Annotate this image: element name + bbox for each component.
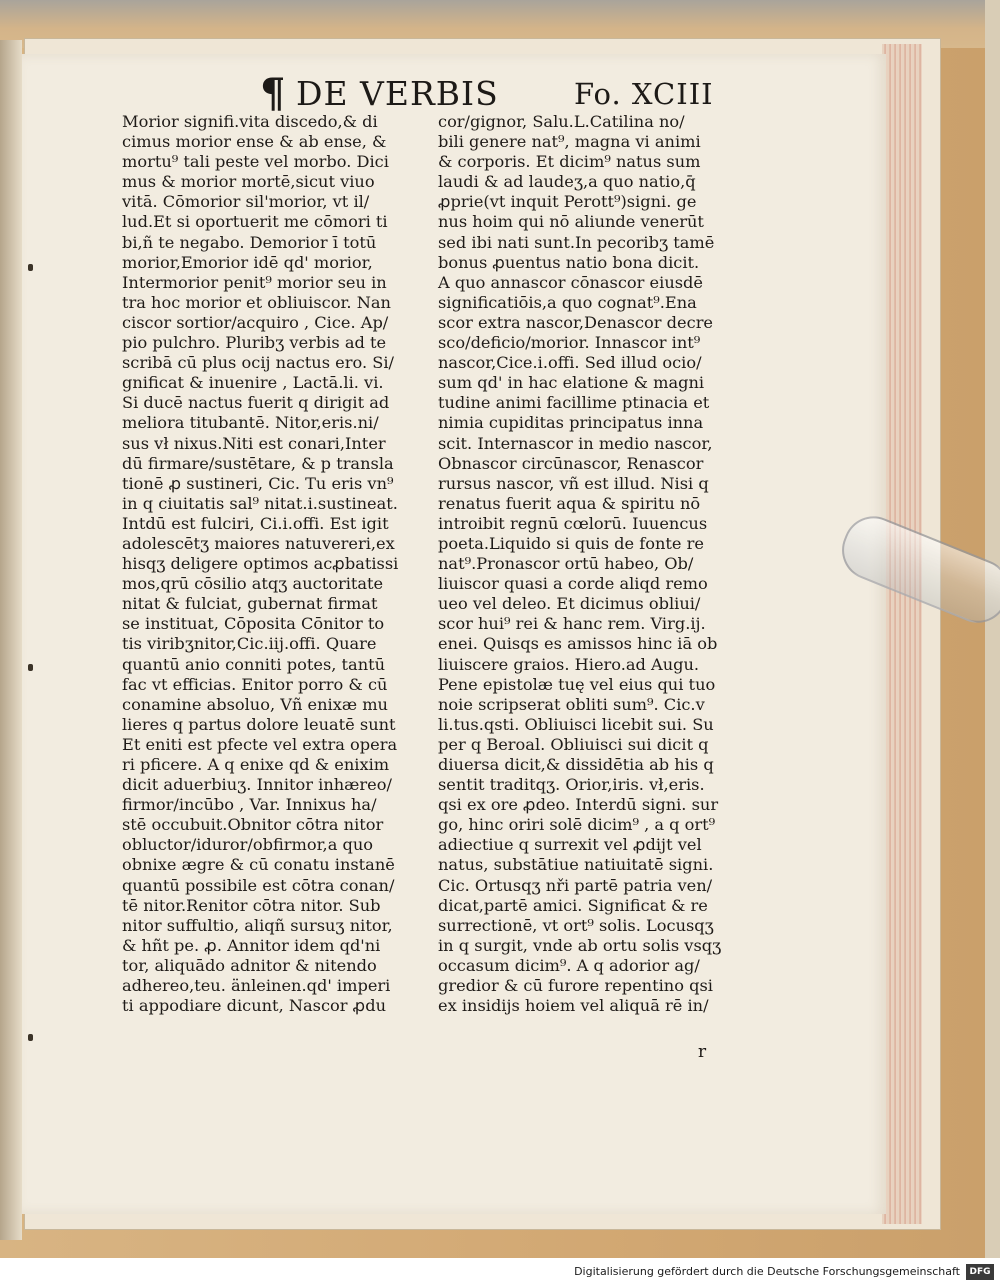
text-line: gnificat & inuenire , Lactā.li. vi.	[122, 373, 384, 393]
text-line: dū firmare/sustētare, & p transla	[122, 453, 394, 473]
text-line: sus vł nixus.Niti est conari,Inter	[122, 433, 386, 453]
text-line: se instituat, Cōposita Cōnitor to	[122, 614, 385, 634]
text-line: introibit regnū cœlorū. Iuuencus	[438, 513, 708, 533]
text-line: nascor,Cice.i.offi. Sed illud ocio/	[438, 353, 702, 373]
margin-mark	[28, 264, 33, 271]
text-line: hisqʒ deligere optimos acꝓbatissi	[122, 554, 399, 574]
text-line: mos,qrū cōsilio atqʒ auctoritate	[122, 574, 384, 594]
text-line: sentit traditqʒ. Orior,iris. vł,eris.	[438, 775, 705, 795]
text-line: tē nitor.Renitor cōtra nitor. Sub	[122, 895, 381, 915]
text-line: in q surgit, vnde ab ortu solis vsqʒ	[438, 935, 722, 955]
text-line: diuersa dicit,& dissidētia ab his q	[438, 755, 714, 774]
text-line: Si ducē nactus fuerit q dirigit ad	[122, 393, 390, 413]
text-line: nus hoim qui nō aliunde venerūt	[438, 212, 704, 232]
text-line: ri pficere. A q enixe qd & enixim	[122, 755, 390, 774]
page-edges	[882, 44, 922, 1224]
text-line: conamine absoluo, Vñ enixæ mu	[122, 694, 388, 714]
text-line: sco/deficio/morior. Innascor int⁹	[438, 333, 701, 353]
text-line: nitor suffultio, aliqñ sursuʒ nitor,	[122, 915, 393, 935]
margin-mark	[28, 1034, 33, 1041]
text-line: in q ciuitatis sal⁹ nitat.i.sustineat.	[122, 493, 398, 513]
text-line: lud.Et si oportuerit me cōmori ti	[122, 212, 388, 232]
text-line: pio pulchro. Pluribʒ verbis ad te	[122, 333, 387, 353]
text-line: quantū possibile est cōtra conan/	[122, 875, 395, 895]
pilcrow-mark: ¶	[260, 70, 286, 117]
text-line: ꝓprie(vt inquit Perott⁹)signi. ge	[438, 192, 697, 212]
text-line: bi,ñ te negabo. Demorior ī totū	[122, 232, 377, 252]
signature-mark: r	[698, 1042, 707, 1062]
text-line: morior,Emorior idē qd' morior,	[122, 252, 373, 272]
text-line: ueo vel deleo. Et dicimus obliui/	[438, 594, 701, 614]
text-line: per q Beroal. Obliuisci sui dicit q	[438, 734, 709, 754]
text-line: noie scripserat obliti sum⁹. Cic.v	[438, 694, 705, 714]
text-line: sed ibi nati sunt.In pecoribʒ tamē	[438, 232, 715, 252]
text-line: ti appodiare dicunt, Nascor ꝓdu	[122, 996, 386, 1016]
text-line: sum qd' in hac elatione & magni	[438, 373, 705, 393]
text-line: quantū anio conniti potes, tantū	[122, 654, 386, 674]
text-line: laudi & ad laudeʒ,a quo natio,q̄	[438, 172, 696, 192]
text-line: Morior signifi.vita discedo,& di	[122, 112, 378, 131]
text-line: mus & morior mortē,sicut viuo	[122, 172, 375, 192]
text-line: Et eniti est pfecte vel extra opera	[122, 734, 398, 754]
text-line: scribā cū plus ocij nactus ero. Si/	[122, 353, 394, 373]
text-line: adolescētʒ maiores natuvereri,ex	[122, 533, 395, 553]
text-line: liuiscere graios. Hiero.ad Augu.	[438, 654, 700, 674]
text-line: Intermorior penit⁹ morior seu in	[122, 272, 387, 292]
text-line: bili genere nat⁹, magna vi animi	[438, 132, 701, 152]
text-line: occasum dicim⁹. A q adorior ag/	[438, 955, 700, 975]
text-line: stē occubuit.Obnitor cōtra nitor	[122, 815, 384, 835]
text-line: rursus nascor, vñ est illud. Nisi q	[438, 473, 709, 493]
text-line: li.tus.qsti. Obliuisci licebit sui. Su	[438, 714, 714, 734]
text-line: lieres q partus dolore leuatē sunt	[122, 714, 396, 734]
text-line: poeta.Liquido si quis de fonte re	[438, 533, 704, 553]
binding-gutter	[0, 40, 22, 1240]
text-line: scor hui⁹ rei & hanc rem. Virg.ij.	[438, 614, 706, 634]
text-line: cimus morior ense & ab ense, &	[122, 132, 387, 152]
text-line: bonus ꝓuentus natio bona dicit.	[438, 252, 700, 272]
text-line: adhereo,teu. änleinen.qd' imperi	[122, 976, 391, 996]
margin-mark	[28, 664, 33, 671]
text-line: liuiscor quasi a corde aliqd remo	[438, 574, 708, 594]
text-line: tis viribʒnitor,Cic.iij.offi. Quare	[122, 634, 377, 654]
text-column-left	[122, 112, 422, 1016]
text-line: tra hoc morior et obliuiscor. Nan	[122, 292, 391, 312]
text-line: tudine animi facillime ptinacia et	[438, 393, 710, 413]
text-line: adiectiue q surrexit vel ꝓdijt vel	[438, 835, 702, 855]
footer-credit: Digitalisierung gefördert durch die Deutsche Forschungsgemeinschaft	[574, 1265, 960, 1278]
text-line: obluctor/iduror/obfirmor,a quo	[122, 835, 374, 855]
text-line: ciscor sortior/acquiro , Cice. Ap/	[122, 312, 389, 332]
text-line: renatus fuerit aqua & spiritu nō	[438, 493, 701, 513]
text-line: qsi ex ore ꝓdeo. Interdū signi. sur	[438, 795, 719, 815]
text-line: mortu⁹ tali peste vel morbo. Dici	[122, 152, 389, 172]
text-line: gredior & cū furore repentino qsi	[438, 976, 713, 996]
dfg-logo: DFG	[966, 1264, 994, 1280]
text-column-right	[438, 112, 738, 1016]
text-line: enei. Quisqs es amissos hinc iā ob	[438, 634, 718, 654]
folio-number: Fo. XCIII	[574, 77, 714, 111]
text-line: tor, aliquādo adnitor & nitendo	[122, 955, 377, 975]
text-line: A quo annascor cōnascor eiusdē	[438, 272, 703, 292]
text-line: meliora titubantē. Nitor,eris.ni/	[122, 413, 379, 433]
text-line: fac vt efficias. Enitor porro & cū	[122, 674, 388, 694]
text-line: obnixe ægre & cū conatu instanē	[122, 855, 395, 875]
text-line: dicit aduerbiuʒ. Innitor inhæreo/	[122, 775, 392, 795]
text-line: significatiōis,a quo cognat⁹.Ena	[438, 292, 697, 312]
text-line: Cic. Ortusqʒ nři partē patria ven/	[438, 875, 713, 895]
footer-bar	[0, 1258, 1000, 1288]
text-line: go, hinc oriri solē dicim⁹ , a q ort⁹	[438, 815, 716, 835]
text-line: firmor/incūbo , Var. Innixus ha/	[122, 795, 377, 815]
text-line: ex insidijs hoiem vel aliquā rē in/	[438, 996, 709, 1016]
text-line: nimia cupiditas principatus inna	[438, 413, 704, 433]
text-line: cor/gignor, Salu.L.Catilina no/	[438, 112, 685, 131]
text-line: & corporis. Et dicim⁹ natus sum	[438, 152, 701, 172]
running-header	[0, 72, 886, 116]
text-line: natus, substātiue natiuitatē signi.	[438, 855, 714, 875]
running-title: DE VERBIS	[296, 74, 499, 113]
text-line: & hñt pe. ꝓ. Annitor idem qd'ni	[122, 935, 381, 955]
text-line: vitā. Cōmorior sil'morior, vt il/	[122, 192, 370, 212]
text-line: Intdū est fulciri, Ci.i.offi. Est igit	[122, 513, 389, 533]
text-line: surrectionē, vt ort⁹ solis. Locusqʒ	[438, 915, 714, 935]
text-line: scor extra nascor,Denascor decre	[438, 312, 714, 332]
text-line: dicat,partē amici. Significat & re	[438, 895, 708, 915]
text-line: Pene epistolæ tuę vel eius qui tuo	[438, 674, 716, 694]
text-line: nitat & fulciat, gubernat firmat	[122, 594, 378, 614]
text-line: tionē ꝓ sustineri, Cic. Tu eris vn⁹	[122, 473, 394, 493]
text-line: nat⁹.Pronascor ortū habeo, Ob/	[438, 554, 694, 574]
text-line: Obnascor circūnascor, Renascor	[438, 453, 704, 473]
text-line: scit. Internascor in medio nascor,	[438, 433, 713, 453]
